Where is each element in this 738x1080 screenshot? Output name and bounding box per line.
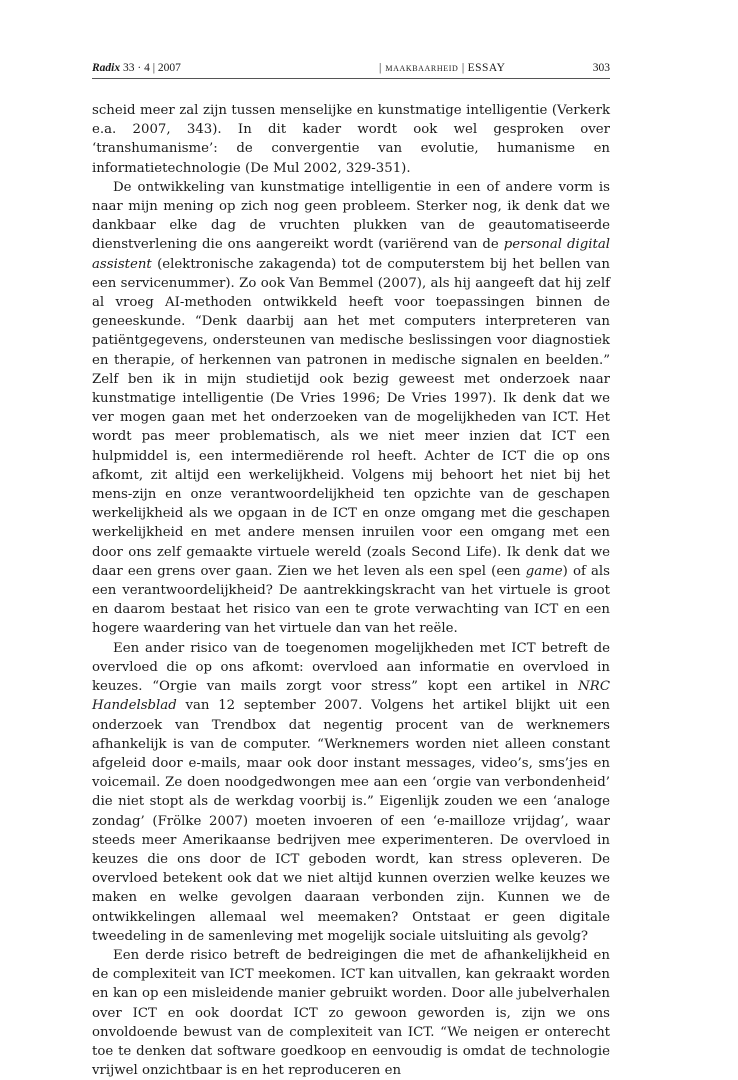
paragraph	[92, 639, 610, 946]
text-run: (elektronische zakagenda) tot de computerstem bij het bellen van een servicenummer). Zo ook Van Bemmel (2007), als hij aangeeft dat hij zelf al vroeg AI-methoden ontwikkeld heeft voor toepassingen binnen de geneeskunde. “Denk daarbij aan het met computers interpreteren van patiëntgegevens, ondersteunen van medische beslissingen voor diagnostiek en therapie, of herkennen van patronen in medische signalen en beelden.” Zelf ben ik in mijn studietijd ook bezig geweest met onderzoek naar kunstmatige intelligentie (De Vries 1996; De Vries 1997). Ik denk dat we ver mogen gaan met het onderzoeken van de mogelijkheden van ICT. Het wordt pas meer problematisch, als we niet meer inzien dat ICT een hulpmiddel is, een intermediërende rol heeft. Achter de ICT die op ons afkomt, zit altijd een werkelijkheid. Volgens mij behoort het niet bij het mens-zijn en onze verantwoordelijkheid ten opzichte van de geschapen werkelijkheid als we opgaan in de ICT en onze omgang met die geschapen werkelijkheid en met andere mensen inruilen voor een omgang met een door ons zelf gemaakte virtuele wereld (zoals Second Life). Ik denk dat we daar een grens over gaan. Zien we het leven als een spel (een	[92, 256, 610, 579]
paragraph	[92, 178, 610, 639]
text-run: van 12 september 2007. Volgens het artikel blijkt uit een onderzoek van Trendbox dat negentig procent van de werknemers afhankelijk is van de computer. “Werknemers worden niet alleen constant afgeleid door e-mails, maar ook door instant messages, video’s, sms’jes en voicemail. Ze doen noodgedwongen mee aan een ‘orgie van verbondenheid’ die niet stopt als de werkdag voorbij is.” Eigenlijk zouden we een ‘analoge zondag’ (Frölke 2007) moeten invoeren of een ‘e-mailloze vrijdag’, waar steeds meer Amerikaanse bedrijven mee experimenteren. De overvloed in keuzes die ons door de ICT geboden wordt, kan stress opleveren. De overvloed betekent ook dat we niet altijd kunnen overzien welke keuzes we maken en welke gevolgen daaraan verbonden zijn. Kunnen we de ontwikkelingen allemaal wel meemaken? Ontstaat er geen digitale tweedeling in de samenleving met mogelijk sociale uitsluiting als gevolg?	[92, 698, 610, 944]
text-run: scheid meer zal zijn tussen menselijke en kunstmatige intelligentie (Verkerk e.a. 2007, 343). In dit kader wordt ook wel gesproken over ‘transhumanisme’: de convergentie van evolutie, humanisme en informatietechnologie (De Mul 2002, 329-351).	[92, 103, 610, 176]
page-number: 303	[592, 62, 610, 74]
italic-term: NRC Handelsblad	[92, 679, 610, 714]
journal-info	[92, 62, 181, 74]
section-title: ESSAY	[467, 62, 506, 74]
section-label	[379, 62, 505, 74]
paragraph	[92, 101, 610, 178]
text-run: Een ander risico van de toegenomen mogelijkheden met ICT betreft de overvloed die op ons afkomt: overvloed aan informatie en overvloed in keuzes. “Orgie van mails zorgt voor stress” kopt een artikel in	[92, 640, 610, 695]
article-body	[92, 101, 610, 1080]
text-run: De ontwikkeling van kunstmatige intelligentie in een of andere vorm is naar mijn mening op zich nog geen probleem. Sterker nog, ik denk dat we dankbaar elke dag de vruchten plukken van de geautomatiseerde dienstverlening die ons aangereikt wordt (variërend van de	[92, 179, 610, 253]
running-header	[92, 58, 610, 79]
text-run: ) of als een verantwoordelijkheid? De aantrekkingskracht van het virtuele is groot en daarom bestaat het risico van een te grote verwachting van ICT en een hogere waardering van het virtuele dan van het reële.	[92, 563, 610, 637]
issue-info: 33 · 4 | 2007	[123, 62, 181, 74]
paragraph	[92, 946, 610, 1080]
text-run: Een derde risico betreft de bedreigingen die met de afhankelijkheid en de complexiteit van ICT meekomen. ICT kan uitvallen, kan gekraakt worden en kan op een misleidende manier gebruikt worden. Door alle jubelverhalen over ICT en ook doordat ICT zo gewoon geworden is, zijn we ons onvoldoende bewust van de complexiteit van ICT. “We neigen er onterecht toe te denken dat software goedkoop en eenvoudig is omdat de technologie vrijwel onzichtbaar is en het reproduceren en	[92, 947, 610, 1079]
journal-name: Radix	[92, 62, 121, 74]
italic-term: game	[525, 563, 563, 579]
section-kicker: | maakbaarheid |	[379, 62, 465, 74]
italic-term: personal digital assistent	[92, 237, 611, 272]
